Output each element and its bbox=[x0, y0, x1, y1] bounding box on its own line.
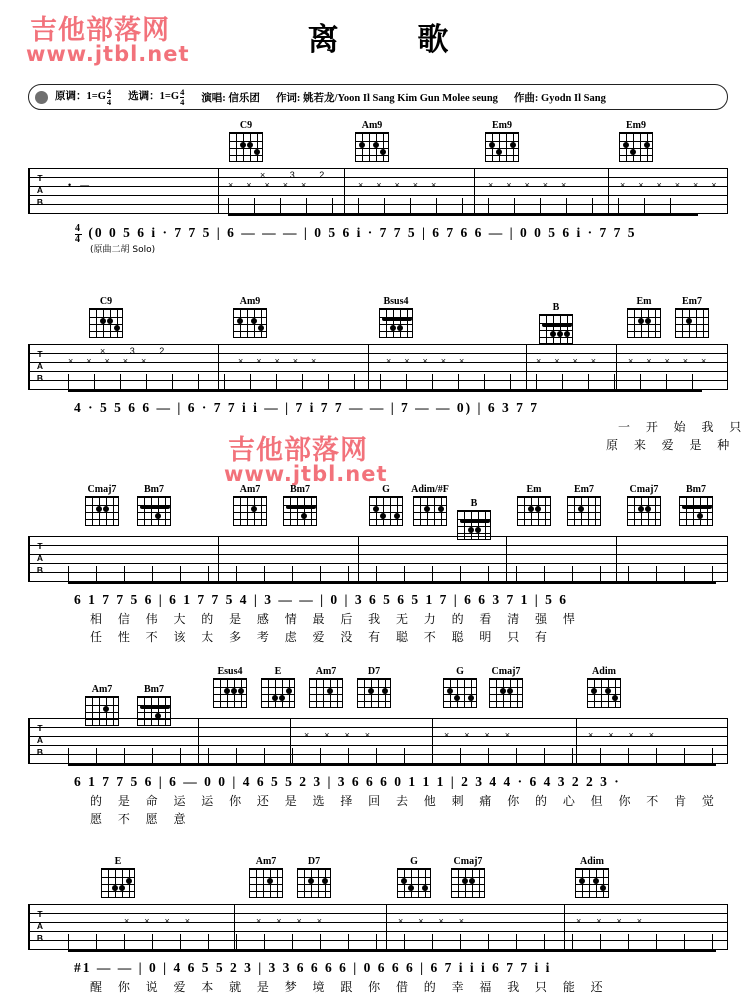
barline bbox=[28, 718, 30, 764]
tab-figures: ×××× bbox=[588, 730, 670, 740]
tab-staff bbox=[28, 718, 728, 764]
staff-system-1 bbox=[28, 120, 728, 260]
chord-grid bbox=[261, 678, 295, 708]
chord-grid bbox=[233, 496, 267, 526]
lyricist: 作词: 姚若龙/Yoon Il Sang Kim Gun Molee seung bbox=[275, 92, 498, 104]
tab-staff bbox=[28, 168, 728, 214]
chord-diagram: G bbox=[438, 666, 482, 708]
barline bbox=[28, 168, 30, 214]
chord-grid bbox=[587, 678, 621, 708]
chord-diagram: Adim bbox=[570, 856, 614, 898]
tab-staff bbox=[28, 344, 728, 390]
chord-diagram: Cmaj7 bbox=[484, 666, 528, 708]
chord-diagram: Em bbox=[512, 484, 556, 526]
chord-diagram: Bm7 bbox=[132, 484, 176, 526]
chord-diagram: Am7 bbox=[244, 856, 288, 898]
chord-grid bbox=[679, 496, 713, 526]
chord-diagram: Em9 bbox=[614, 120, 658, 162]
rhythm-stems bbox=[68, 748, 708, 766]
lyric-line-2: 愿 不 愿 意 bbox=[90, 812, 192, 826]
tab-clef: T A B bbox=[36, 173, 44, 207]
chord-grid bbox=[369, 496, 403, 526]
song-info-bar bbox=[28, 84, 728, 110]
chord-diagram: Cmaj7 bbox=[446, 856, 490, 898]
chord-diagram: Adim/#F bbox=[408, 484, 452, 526]
tab-staff bbox=[28, 536, 728, 582]
chord-grid bbox=[619, 132, 653, 162]
composer: 作曲: Gyodn Il Sang bbox=[513, 92, 606, 104]
chord-grid bbox=[397, 868, 431, 898]
barline bbox=[218, 168, 219, 214]
barline bbox=[727, 344, 728, 390]
original-key: 原调：1=G $\frac{4}{4}$ bbox=[55, 87, 112, 107]
barline bbox=[28, 344, 30, 390]
chord-grid bbox=[213, 678, 247, 708]
lyric-line-2: 原 来 爱 是 种 bbox=[606, 438, 736, 452]
chord-grid bbox=[357, 678, 391, 708]
chord-grid bbox=[413, 496, 447, 526]
chord-diagram: G bbox=[364, 484, 408, 526]
tab-figures: ×××× bbox=[256, 916, 338, 926]
barline bbox=[727, 904, 728, 950]
tab-figures: ×××× bbox=[444, 730, 526, 740]
chord-grid bbox=[627, 308, 661, 338]
lyric-line-1: 相 信 伟 大 的 是 感 情 最 后 我 无 力 的 看 清 强 悍 bbox=[90, 612, 581, 626]
melody-line: #1 — — | 0 | 4 6 5 5 2 3 | 3 3 6 6 6 6 | 0 6 6 6 | 6 7 i i i 6 7 7 i i bbox=[74, 960, 552, 975]
tab-clef: T A B bbox=[36, 349, 44, 383]
staff-system-3 bbox=[28, 484, 728, 644]
chord-grid bbox=[283, 496, 317, 526]
tab-figures: × 3 2 bbox=[260, 170, 336, 180]
chord-grid bbox=[489, 678, 523, 708]
tab-figures: ××××× bbox=[488, 180, 580, 190]
chord-grid bbox=[575, 868, 609, 898]
chord-diagram: C9 bbox=[224, 120, 268, 162]
tab-figures: ××××× bbox=[386, 356, 478, 366]
chord-grid bbox=[485, 132, 519, 162]
chord-grid bbox=[309, 678, 343, 708]
chord-grid bbox=[229, 132, 263, 162]
chord-diagram: Bm7 bbox=[674, 484, 718, 526]
chord-grid bbox=[675, 308, 709, 338]
chord-diagram: Cmaj7 bbox=[622, 484, 666, 526]
chord-grid bbox=[627, 496, 661, 526]
chord-diagram: E bbox=[96, 856, 140, 898]
chord-diagram: C9 bbox=[84, 296, 128, 338]
lyric-line-2: 任 性 不 该 太 多 考 虑 爱 没 有 聪 不 聪 明 只 有 bbox=[90, 630, 554, 644]
chord-diagram: Am9 bbox=[228, 296, 272, 338]
melody-line: 6 1 7 7 5 6 | 6 1 7 7 5 4 | 3 — — | 0 | 3 6 5 6 5 1 7 | 6 6 3 7 1 | 5 6 bbox=[74, 592, 568, 607]
bullet-icon bbox=[35, 91, 48, 104]
tab-figures: ×××× bbox=[536, 356, 610, 366]
barline bbox=[727, 718, 728, 764]
watermark-site-url: www.jtbl.net bbox=[26, 42, 190, 66]
tab-figures: ×××× bbox=[398, 916, 480, 926]
chord-diagram: E bbox=[256, 666, 300, 708]
chord-diagram: Em7 bbox=[562, 484, 606, 526]
chord-diagram: Adim bbox=[582, 666, 626, 708]
chord-diagram: D7 bbox=[352, 666, 396, 708]
rhythm-stems bbox=[228, 198, 708, 216]
chord-grid bbox=[297, 868, 331, 898]
tab-clef: T A B bbox=[36, 723, 44, 757]
rhythm-stems bbox=[68, 374, 708, 392]
chord-diagram: Bsus4 bbox=[374, 296, 418, 338]
watermark-site-url-2: www.jtbl.net bbox=[224, 462, 388, 486]
melody-line: 6 1 7 7 5 6 | 6 — 0 0 | 4 6 5 5 2 3 | 3 6 6 6 0 1 1 1 | 2 3 4 4 · 6 4 3 2 2 3 · bbox=[74, 774, 621, 789]
chord-grid bbox=[101, 868, 135, 898]
capo-key: 选调：1=G $\frac{4}{4}$ bbox=[128, 87, 185, 107]
tab-clef: T A B bbox=[36, 909, 44, 943]
barline bbox=[727, 536, 728, 582]
chord-diagram: Am7 bbox=[228, 484, 272, 526]
chord-diagram: B bbox=[452, 498, 496, 540]
chord-grid bbox=[249, 868, 283, 898]
tab-clef: T A B bbox=[36, 541, 44, 575]
chord-diagram: Cmaj7 bbox=[80, 484, 124, 526]
chord-diagram: Am7 bbox=[304, 666, 348, 708]
tab-figures: ××××× bbox=[68, 356, 160, 366]
watermark-site-cn: 吉他部落网 bbox=[30, 15, 170, 46]
tab-staff bbox=[28, 904, 728, 950]
watermark-site-cn-2: 吉他部落网 bbox=[228, 435, 368, 466]
lyric-line-1: 醒 你 说 爱 本 就 是 梦 境 跟 你 借 的 幸 福 我 只 能 还 bbox=[90, 980, 609, 994]
chord-grid bbox=[443, 678, 477, 708]
chord-diagram: D7 bbox=[292, 856, 336, 898]
chord-diagram: Em bbox=[622, 296, 666, 338]
chord-diagram: Bm7 bbox=[278, 484, 322, 526]
tab-figures: •— bbox=[68, 180, 99, 190]
barline bbox=[727, 168, 728, 214]
melody-line: 4 · 5 5 6 6 — | 6 · 7 7 i i — | 7 i 7 7 — — | 7 — — 0) | 6 3 7 7 bbox=[74, 400, 540, 415]
chord-grid bbox=[517, 496, 551, 526]
lyric-line-1: 一 开 始 我 只 bbox=[618, 420, 748, 434]
tab-figures: ×××× bbox=[124, 916, 206, 926]
rhythm-stems bbox=[68, 934, 708, 952]
chord-grid bbox=[451, 868, 485, 898]
tab-figures: ×××× bbox=[304, 730, 386, 740]
chord-grid bbox=[137, 496, 171, 526]
singer: 演唱: 信乐团 bbox=[201, 92, 260, 104]
chord-diagram: Bm7 bbox=[132, 684, 176, 726]
lyric-line-1: 的 是 命 运 运 你 还 是 选 择 回 去 他 刺 痛 你 的 心 但 你 不 肯 觉 bbox=[90, 794, 720, 808]
chord-diagram: Am9 bbox=[350, 120, 394, 162]
staff-system-4 bbox=[28, 666, 728, 826]
chord-grid bbox=[379, 308, 413, 338]
melody-note: (原曲二胡 Solo) bbox=[90, 245, 156, 255]
chord-grid bbox=[539, 314, 573, 344]
chord-grid bbox=[355, 132, 389, 162]
tab-figures: ×××× bbox=[576, 916, 658, 926]
tab-figures: ××××× bbox=[628, 356, 720, 366]
chord-grid bbox=[567, 496, 601, 526]
chord-diagram: Esus4 bbox=[208, 666, 252, 708]
tab-figures: × 3 2 bbox=[100, 346, 176, 356]
tab-figures: ××××× bbox=[228, 180, 320, 190]
rhythm-stems bbox=[68, 566, 708, 584]
chord-grid bbox=[85, 496, 119, 526]
barline bbox=[28, 536, 30, 582]
chord-diagram: Em7 bbox=[670, 296, 714, 338]
staff-system-5 bbox=[28, 856, 728, 1006]
chord-diagram: Am7 bbox=[80, 684, 124, 726]
chord-grid bbox=[89, 308, 123, 338]
chord-diagram: G bbox=[392, 856, 436, 898]
tab-figures: ×××××× bbox=[620, 180, 730, 190]
tab-figures: ××××× bbox=[238, 356, 330, 366]
chord-diagram: B bbox=[534, 302, 578, 344]
chord-diagram: Em9 bbox=[480, 120, 524, 162]
barline bbox=[28, 904, 30, 950]
chord-grid bbox=[233, 308, 267, 338]
melody-line: $\frac{4}{4}$ (0 0 5 6 i · 7 7 5 | 6 — — — | 0 5 6 i · 7 7 5 | 6 7 6 6 — | 0 0 5 6 i · 7 7 5 bbox=[75, 223, 637, 245]
tab-figures: ××××× bbox=[358, 180, 450, 190]
page-title: 离 歌 bbox=[307, 22, 483, 58]
